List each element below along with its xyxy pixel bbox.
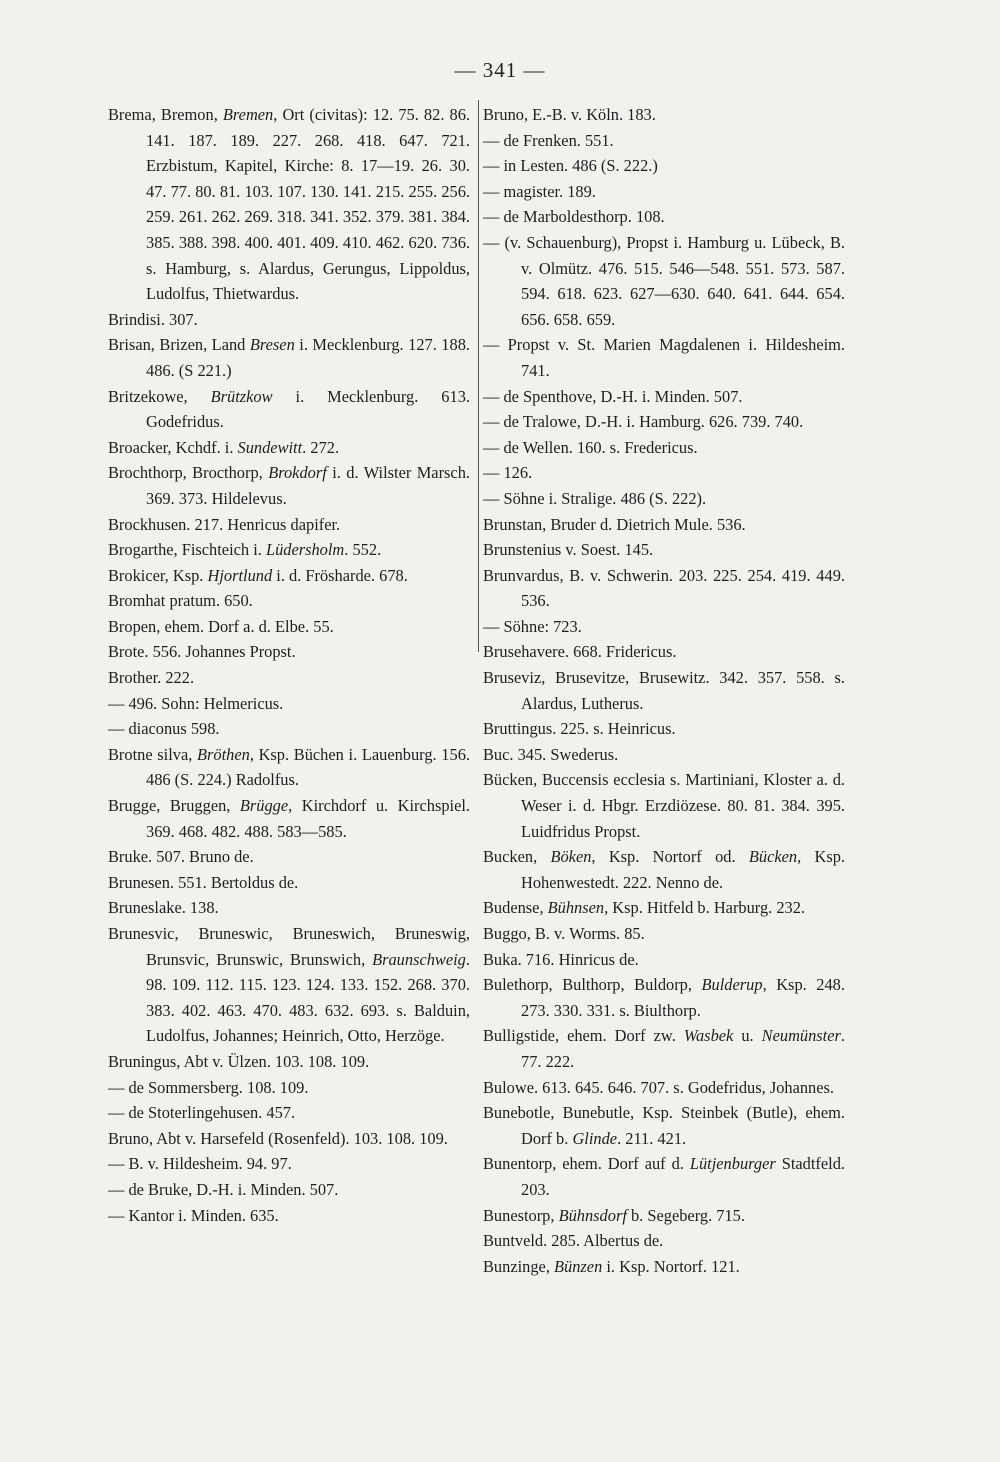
index-entry: Bruno, Abt v. Harsefeld (Rosenfeld). 103. 108. 109. — [108, 1128, 448, 1148]
index-entry: — de Wellen. 160. s. Fredericus. — [483, 437, 698, 457]
index-entry: — de Tralowe, D.-H. i. Hamburg. 626. 739. 740. — [483, 412, 804, 432]
right-column — [483, 102, 845, 1279]
index-entry: Brunesvic, Bruneswic, Bruneswich, Bruneswig, Brunsvic, Brunswic, Brunswich, Braunschweig. 98. 109. 112. 115. 123. 124. 133. 152. 268. 370. 383. 402. 463. 470. 483. 632. 693. s. Balduin, Ludolfus, Johannes; Heinrich, Otto, Herzöge. — [108, 924, 470, 1046]
index-entry: — Propst v. St. Marien Magdalenen i. Hildesheim. 741. — [483, 335, 845, 380]
index-entry: — B. v. Hildesheim. 94. 97. — [108, 1154, 292, 1174]
page-number: — 341 — — [454, 58, 546, 82]
index-entry: Buggo, B. v. Worms. 85. — [483, 924, 645, 943]
index-entry: Bunestorp, Bühnsdorf b. Segeberg. 715. — [483, 1205, 745, 1225]
index-entry: Bropen, ehem. Dorf a. d. Elbe. 55. — [108, 616, 334, 636]
index-entry: Buntveld. 285. Albertus de. — [483, 1231, 664, 1251]
index-entry: Brisan, Brizen, Land Bresen i. Mecklenburg. 127. 188. 486. (S 221.) — [108, 335, 470, 380]
index-entry: — 126. — [483, 463, 533, 483]
index-entry: Budense, Bühnsen, Ksp. Hitfeld b. Harburg. 232. — [483, 898, 806, 918]
index-entry: Brogarthe, Fischteich i. Lüdersholm. 552. — [108, 540, 382, 560]
index-entry: Brote. 556. Johannes Propst. — [108, 642, 296, 662]
index-entry: Bunentorp, ehem. Dorf auf d. Lütjenburger Stadtfeld. 203. — [483, 1154, 845, 1199]
index-entry: Brugge, Bruggen, Brügge, Kirchdorf u. Kirchspiel. 369. 468. 482. 488. 583—585. — [108, 796, 470, 841]
index-entry: Bulowe. 613. 645. 646. 707. s. Godefridus, Johannes. — [483, 1077, 835, 1097]
index-entry: Brusehavere. 668. Fridericus. — [483, 642, 677, 662]
index-entry: Brokicer, Ksp. Hjortlund i. d. Frösharde. 678. — [108, 565, 408, 585]
index-entry: Bromhat pratum. 650. — [108, 591, 253, 611]
index-entry: Bruke. 507. Bruno de. — [108, 847, 254, 867]
index-entry: Bucken, Böken, Ksp. Nortorf od. Bücken, Ksp. Hohenwestedt. 222. Nenno de. — [483, 847, 845, 892]
index-entry: — (v. Schauenburg), Propst i. Hamburg u. Lübeck, B. v. Olmütz. 476. 515. 546—548. 551. 573. 587. 594. 618. 623. 627—630. 640. 641. 644. 654. 656. 658. 659. — [483, 232, 845, 329]
index-entry: Bücken, Buccensis ecclesia s. Martiniani, Kloster a. d. Weser i. d. Hbgr. Erzdiözese. 80. 81. 384. 395. Luidfridus Propst. — [483, 770, 845, 841]
index-entry: — de Stoterlingehusen. 457. — [108, 1103, 296, 1123]
index-entry: — in Lesten. 486 (S. 222.) — [483, 156, 658, 176]
index-entry: — de Sommersberg. 108. 109. — [108, 1077, 309, 1097]
index-entry: Bruno, E.-B. v. Köln. 183. — [483, 105, 656, 124]
index-entry: — diaconus 598. — [108, 719, 220, 739]
index-entry: — magister. 189. — [483, 181, 596, 201]
index-entry: — de Spenthove, D.-H. i. Minden. 507. — [483, 386, 743, 406]
index-entry: Brunesen. 551. Bertoldus de. — [108, 872, 299, 892]
index-entry: Bulligstide, ehem. Dorf zw. Wasbek u. Neumünster. 77. 222. — [483, 1026, 845, 1071]
index-entry: Bruningus, Abt v. Ülzen. 103. 108. 109. — [108, 1051, 370, 1071]
column-divider — [478, 100, 479, 652]
index-entry: Brotne silva, Bröthen, Ksp. Büchen i. Lauenburg. 156. 486 (S. 224.) Radolfus. — [108, 744, 470, 790]
index-entry: Bruneslake. 138. — [108, 898, 219, 918]
index-entry: Broacker, Kchdf. i. Sundewitt. 272. — [108, 437, 340, 457]
index-entry: — de Bruke, D.-H. i. Minden. 507. — [108, 1179, 339, 1199]
index-entry: Brema, Bremon, Bremen, Ort (civitas): 12. 75. 82. 86. 141. 187. 189. 227. 268. 418. 647. 721. Erzbistum, Kapitel, Kirche: 8. 17—19. 26. 30. 47. 77. 80. 81. 103. 107. 130. 141. 215. 255. 256. 259. 261. 262. 269. 318. 341. 352. 379. 381. 384. 385. 388. 398. 400. 401. 409. 410. 462. 620. 736. s. Hamburg, s. Alardus, Gerungus, Lippoldus, Ludolfus, Thietwardus. — [108, 105, 470, 304]
index-entry: Buc. 345. Swederus. — [483, 744, 619, 764]
index-entry: Brunstenius v. Soest. 145. — [483, 540, 654, 560]
left-column — [108, 102, 470, 1228]
index-entry: Brindisi. 307. — [108, 309, 198, 329]
index-entry: Bunzinge, Bünzen i. Ksp. Nortorf. 121. — [483, 1256, 740, 1276]
index-entry: Buka. 716. Hinricus de. — [483, 949, 639, 969]
index-entry: Bruttingus. 225. s. Heinricus. — [483, 719, 676, 739]
index-entry: Brunstan, Bruder d. Dietrich Mule. 536. — [483, 514, 746, 534]
index-entry: Brockhusen. 217. Henricus dapifer. — [108, 514, 341, 534]
index-entry: — de Frenken. 551. — [483, 130, 614, 150]
index-entry: Britzekowe, Brützkow i. Mecklenburg. 613. Godefridus. — [108, 386, 470, 432]
index-entry: Bunebotle, Bunebutle, Ksp. Steinbek (Butle), ehem. Dorf b. Glinde. 211. 421. — [483, 1103, 845, 1148]
index-entry: Bruseviz, Brusevitze, Brusewitz. 342. 357. 558. s. Alardus, Lutherus. — [483, 668, 845, 713]
index-entry: Brochthorp, Brocthorp, Brokdorf i. d. Wilster Marsch. 369. 373. Hildelevus. — [108, 463, 470, 508]
index-entry: — de Marboldesthorp. 108. — [483, 207, 665, 227]
index-entry: — 496. Sohn: Helmericus. — [108, 693, 284, 713]
index-entry: Brunvardus, B. v. Schwerin. 203. 225. 254. 419. 449. 536. — [483, 565, 845, 611]
index-entry: — Kantor i. Minden. 635. — [108, 1205, 279, 1225]
index-entry: — Söhne: 723. — [483, 616, 582, 636]
index-entry: — Söhne i. Stralige. 486 (S. 222). — [483, 488, 707, 508]
index-entry: Bulethorp, Bulthorp, Buldorp, Bulderup, Ksp. 248. 273. 330. 331. s. Biulthorp. — [483, 975, 845, 1020]
index-entry: Brother. 222. — [108, 668, 195, 688]
